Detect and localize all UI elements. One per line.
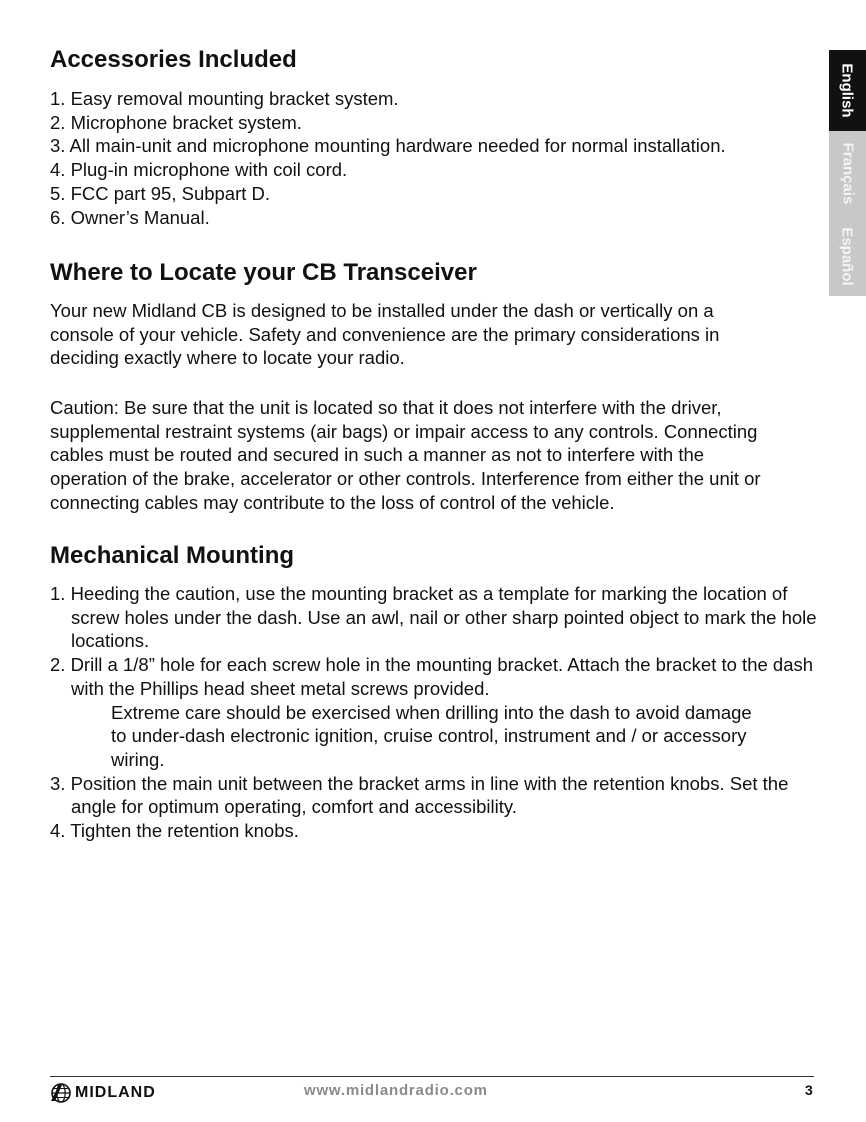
globe-icon bbox=[50, 1082, 72, 1104]
text-line: cables must be routed and secured in such a manner as not to interfere with the bbox=[50, 444, 705, 466]
text-line: console of your vehicle. Safety and convenience are the primary considerations in bbox=[50, 323, 720, 345]
logo-text: MIDLAND bbox=[75, 1084, 156, 1101]
tab-francais bbox=[829, 131, 866, 216]
mounting-step-4: 4. Tighten the retention knobs. bbox=[50, 820, 299, 842]
list-item: 4. Plug-in microphone with coil cord. bbox=[50, 159, 348, 181]
text-line: connecting cables may contribute to the loss of control of the vehicle. bbox=[50, 491, 615, 513]
tab-english-label: English bbox=[839, 63, 857, 118]
tab-espanol-label: Español bbox=[839, 226, 857, 286]
page-number: 3 bbox=[805, 1082, 813, 1098]
footer-url: www.midlandradio.com bbox=[304, 1082, 488, 1099]
tab-francais-label: Français bbox=[839, 142, 857, 205]
list-item: 1. Easy removal mounting bracket system. bbox=[50, 88, 399, 109]
caution-paragraph bbox=[50, 396, 820, 515]
list-item: 3. All main-unit and microphone mounting hardware needed for normal installation. bbox=[50, 135, 726, 157]
section-title-accessories: Accessories Included bbox=[50, 46, 297, 73]
footer-divider bbox=[50, 1076, 814, 1077]
accessories-list bbox=[50, 87, 726, 229]
text-line: deciding exactly where to locate your radio. bbox=[50, 347, 405, 369]
tab-english bbox=[829, 50, 866, 131]
list-item: 6. Owner’s Manual. bbox=[50, 206, 210, 228]
mounting-step-1: 1. Heeding the caution, use the mounting bracket as a template for marking the location of screw holes under the dash. Use an awl, nail or other sharp pointed object to mark the hole locations. bbox=[50, 583, 817, 652]
tab-espanol bbox=[829, 216, 866, 296]
mounting-step-2-note: Extreme care should be exercised when drilling into the dash to avoid damage to under-dash electronic ignition, cruise control, instrument and / or accessory wiring. bbox=[111, 701, 752, 770]
list-item: 5. FCC part 95, Subpart D. bbox=[50, 182, 271, 204]
list-item: 2. Microphone bracket system. bbox=[50, 111, 302, 133]
text-line: supplemental restraint systems (air bags) or impair access to any controls. Connecting bbox=[50, 420, 758, 442]
mounting-step-2: 2. Drill a 1/8” hole for each screw hole in the mounting bracket. Attach the bracket to the dash with the Phillips head sheet metal screws provided. bbox=[50, 654, 814, 699]
text-line: Caution: Be sure that the unit is located so that it does not interfere with the driver, bbox=[50, 397, 722, 418]
text-line: operation of the brake, accelerator or other controls. Interference from either the unit or bbox=[50, 468, 761, 490]
midland-logo bbox=[50, 1080, 156, 1106]
mounting-steps-list bbox=[50, 582, 820, 843]
section-title-mounting: Mechanical Mounting bbox=[50, 542, 295, 569]
section-title-locate: Where to Locate your CB Transceiver bbox=[50, 259, 477, 286]
text-line: Your new Midland CB is designed to be installed under the dash or vertically on a bbox=[50, 300, 714, 321]
locate-paragraph bbox=[50, 299, 790, 370]
mounting-step-3: 3. Position the main unit between the bracket arms in line with the retention knobs. Set the angle for optimum operating, comfort and accessibility. bbox=[50, 772, 789, 818]
language-tabs bbox=[829, 50, 866, 296]
